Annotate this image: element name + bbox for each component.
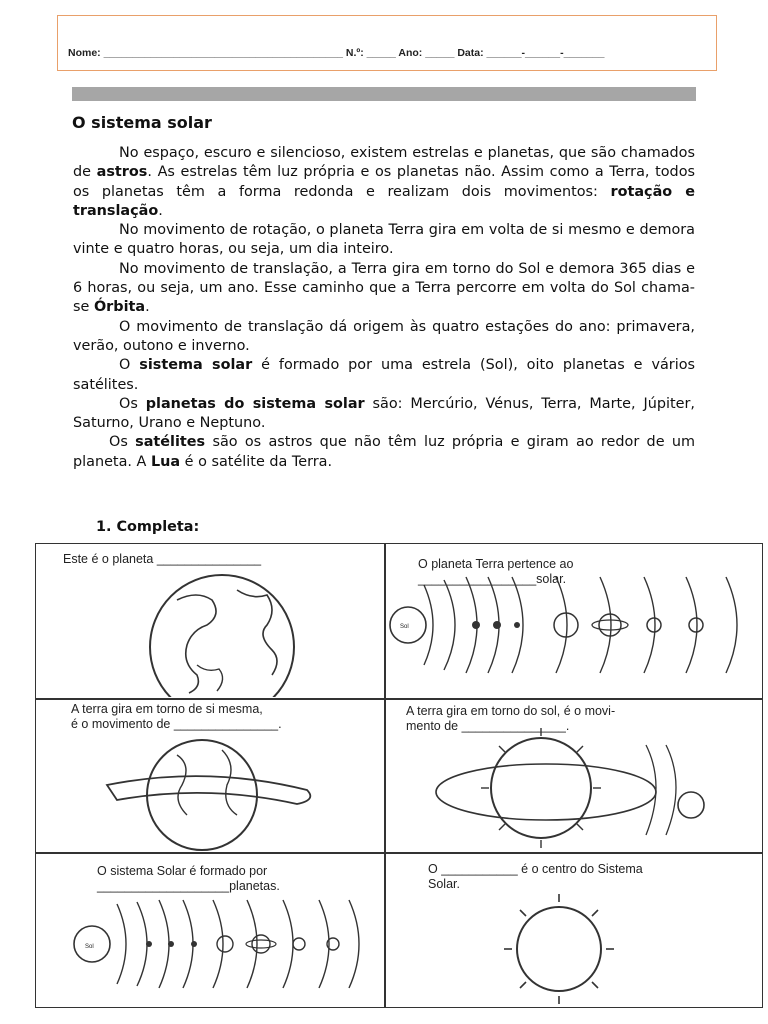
exercise-heading: 1. Completa: [96,519,200,535]
text-span: Os [109,434,136,451]
divider-bar [72,87,696,101]
text-span: são: Mercúrio, Vénus, Terra, Marte, Júpiter, Saturno, Urano e Neptuno. [73,395,695,432]
sun-illustration [386,854,761,1006]
text-span: . [158,202,163,219]
cell-prompt: O ___________ é o centro do Sistema [428,862,643,876]
translation-illustration [386,700,761,851]
cell-prompt: A terra gira em torno de si mesma, [71,702,263,716]
exercise-cell-rotation [37,700,383,851]
paragraph [73,433,695,472]
solar-system-illustration [37,854,383,1006]
paragraph [73,395,695,434]
text-span: é formado por uma estrela (Sol), oito planetas e vários satélites. [73,357,695,393]
cell-prompt: _________________solar. [418,572,567,586]
exercise-cell-sun [386,854,761,1006]
solar-system-illustration [386,545,761,697]
text-span: No espaço, escuro e silencioso, existem estrelas e planetas, que são chamados de [73,145,695,181]
cell-prompt: O planeta Terra pertence ao [418,557,574,571]
paragraph: O movimento de translação dá origem às quatro estações do ano: primavera, verão, outono e inverno. [73,318,695,354]
bold-term: Lua [150,453,181,470]
cell-prompt: A terra gira em torno do sol, é o movi- [406,704,616,718]
exercise-cell-translation [386,700,761,851]
paragraph [73,144,695,221]
cell-prompt: ___________________planetas. [97,879,280,893]
paragraph [73,356,695,395]
rotation-globe-illustration [37,700,383,851]
earth-globe-illustration [37,545,383,697]
cell-prompt: mento de _______________. [406,719,570,733]
paragraph [73,260,695,318]
bold-term: satélites [135,434,206,451]
paragraph: No movimento de rotação, o planeta Terra gira em volta de si mesmo e demora vinte e quatro horas, ou seja, um dia inteiro. [73,222,695,258]
bold-term: rotação e translação [73,183,695,219]
cell-prompt: Este é o planeta _______________ [63,552,262,566]
page-title: O sistema solar [72,113,212,132]
student-info-box [57,15,717,71]
bold-term: planetas do sistema solar [145,395,365,412]
sun-label: Sol [85,944,94,950]
text-span: são os astros que não têm luz própria e giram ao redor de um planeta. A [73,434,695,470]
sun-label: Sol [400,624,409,630]
bold-term: sistema solar [139,357,253,374]
body-text [73,144,695,472]
cell-prompt: Solar. [428,877,460,891]
bold-term: Órbita [93,299,146,316]
text-span: O [119,357,140,374]
text-span: . [145,299,150,316]
bold-term: astros [96,164,148,181]
text-span: é o satélite da Terra. [180,453,333,470]
student-info-line[interactable]: Nome: _________________________________________ N.º: _____ Ano: _____ Data: ______-______-_______ [68,47,605,59]
exercise-cell-planet [37,545,383,697]
cell-prompt: O sistema Solar é formado por [97,864,268,878]
cell-prompt: é o movimento de _______________. [71,717,282,731]
text-span: Os [119,395,146,412]
text-span: No movimento de translação, a Terra gira em torno do Sol e demora 365 dias e 6 horas, ou seja, um ano. Esse caminho que a Terra percorre em volta do Sol chama-se [73,260,695,316]
exercise-cell-planets-count [37,854,383,1006]
text-span: . As estrelas têm luz própria e os planetas não. Assim como a Terra, todos os planetas têm a forma redonda e realizam dois movimentos: [73,164,695,200]
exercise-cell-system [386,545,761,697]
